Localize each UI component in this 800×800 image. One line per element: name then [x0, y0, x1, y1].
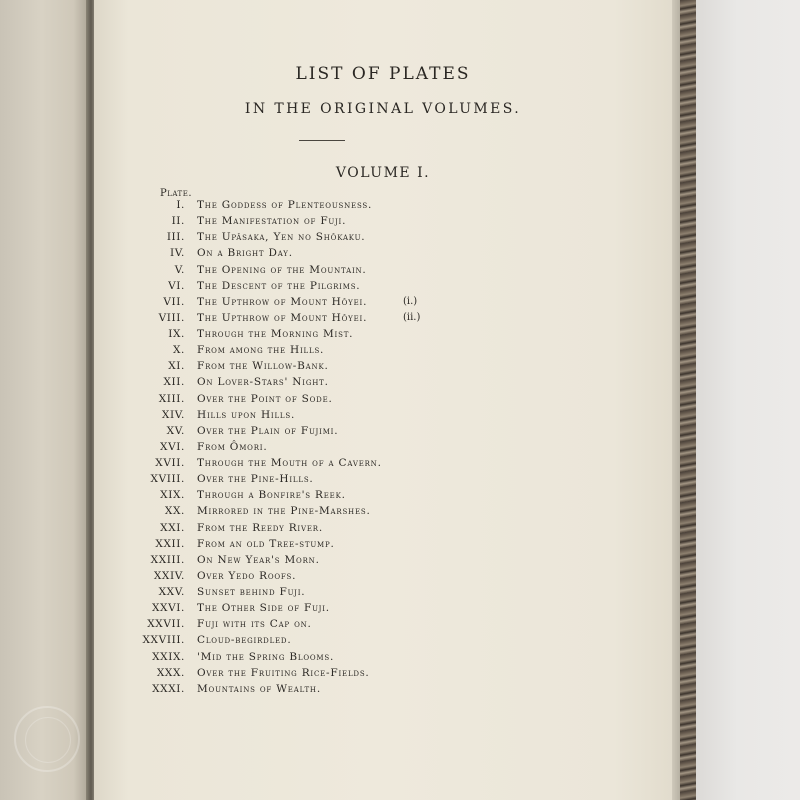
- plate-number: VIII.: [158, 311, 185, 324]
- plate-number: XXVI.: [151, 602, 185, 615]
- plate-row: [94, 262, 672, 278]
- page-subtitle: IN THE ORIGINAL VOLUMES.: [244, 101, 522, 117]
- plate-row: [94, 536, 672, 552]
- plate-number: XXIV.: [153, 569, 185, 582]
- plate-number: XVI.: [160, 440, 185, 453]
- plate-title: The Upthrow of Mount Hôyei.: [197, 311, 368, 324]
- plate-row: [94, 552, 672, 568]
- plate-title: From among the Hills.: [197, 344, 325, 357]
- volume-heading: VOLUME I.: [335, 165, 431, 181]
- plate-title: Over the Pine-Hills.: [197, 473, 314, 486]
- plate-number: VI.: [168, 279, 185, 292]
- plate-part-suffix: (i.): [403, 295, 418, 307]
- plate-title: The Goddess of Plenteousness.: [197, 199, 373, 211]
- plate-title: The Upthrow of Mount Hôyei.: [197, 295, 368, 308]
- plate-title: Over the Point of Sode.: [197, 392, 333, 405]
- plate-row: [94, 374, 672, 390]
- plate-number: XXIX.: [152, 650, 185, 663]
- plate-number: XXV.: [158, 586, 185, 598]
- plate-row: [94, 503, 672, 519]
- plate-number: II.: [171, 215, 185, 228]
- plate-number: I.: [176, 199, 185, 211]
- plate-number: III.: [166, 231, 185, 244]
- plate-title: Over the Plain of Fujimi.: [197, 424, 339, 437]
- plate-row: [94, 487, 672, 503]
- plate-title: From Ômori.: [197, 440, 268, 453]
- plate-row: [94, 358, 672, 374]
- plate-row: [94, 616, 672, 632]
- plate-row: [94, 391, 672, 407]
- plate-row: [94, 213, 672, 229]
- plate-number: XXVII.: [147, 618, 185, 631]
- plate-title: From the Willow-Bank.: [197, 360, 329, 373]
- title-divider: [299, 140, 345, 141]
- plate-row: [94, 407, 672, 423]
- plate-row: [94, 649, 672, 665]
- plate-number: XVII.: [155, 457, 185, 469]
- plate-row: [94, 229, 672, 245]
- page-edge: [672, 0, 680, 800]
- plate-title: From an old Tree-stump.: [197, 537, 335, 550]
- plate-number: VII.: [163, 295, 185, 308]
- plate-title: Over the Fruiting Rice-Fields.: [197, 666, 370, 679]
- plate-title: The Other Side of Fuji.: [197, 602, 330, 615]
- plate-title: From the Reedy River.: [197, 521, 323, 534]
- plate-row: [94, 600, 672, 616]
- plate-title: Through a Bonfire's Reek.: [197, 489, 346, 502]
- page-title: LIST OF PLATES: [295, 64, 471, 84]
- plate-title: Through the Morning Mist.: [197, 328, 354, 340]
- plate-title: On New Year's Morn.: [197, 553, 320, 566]
- right-page: [94, 0, 672, 800]
- plate-row: [94, 455, 672, 471]
- plate-row: [94, 439, 672, 455]
- plate-row: [94, 342, 672, 358]
- plate-title: The Descent of the Pilgrims.: [197, 279, 361, 292]
- plate-title: Mirrored in the Pine-Marshes.: [197, 505, 371, 518]
- plate-row: [94, 681, 672, 697]
- plate-title: On Lover-Stars' Night.: [197, 376, 329, 389]
- seal-ring: [25, 717, 71, 763]
- plate-number: XIV.: [161, 408, 185, 421]
- plate-part-suffix: (ii.): [403, 311, 421, 323]
- plate-number: XV.: [166, 424, 185, 437]
- plate-title: The Manifestation of Fuji.: [197, 215, 347, 228]
- plate-row: [94, 568, 672, 584]
- plate-number: XII.: [163, 376, 185, 389]
- plate-row: [94, 294, 672, 310]
- background-surface: [696, 0, 800, 800]
- plate-row: [94, 520, 672, 536]
- plate-number: XXIII.: [150, 553, 185, 566]
- plate-row: [94, 584, 672, 600]
- marbled-cover: [680, 0, 696, 800]
- plate-list: [94, 197, 672, 697]
- plate-number: XXII.: [155, 537, 185, 550]
- plate-number: IX.: [168, 328, 185, 340]
- seal-watermark-icon: [14, 706, 80, 772]
- plate-row: [94, 471, 672, 487]
- left-page: [0, 0, 92, 800]
- plate-title: The Upâsaka, Yen no Shôkaku.: [197, 231, 366, 244]
- plate-column-label: Plate.: [160, 188, 193, 199]
- plate-title: The Opening of the Mountain.: [197, 263, 367, 276]
- plate-row: [94, 197, 672, 213]
- plate-number: XIII.: [158, 392, 185, 405]
- plate-number: XXVIII.: [142, 634, 185, 647]
- plate-row: [94, 310, 672, 326]
- plate-number: XXI.: [160, 521, 185, 534]
- plate-title: Sunset behind Fuji.: [197, 586, 306, 598]
- plate-number: XI.: [168, 360, 185, 373]
- plate-row: [94, 245, 672, 261]
- plate-number: X.: [172, 344, 185, 357]
- plate-row: [94, 423, 672, 439]
- plate-title: 'Mid the Spring Blooms.: [197, 650, 335, 663]
- plate-number: XVIII.: [150, 473, 185, 486]
- plate-number: V.: [174, 263, 185, 276]
- plate-title: On a Bright Day.: [197, 247, 293, 260]
- plate-number: XX.: [164, 505, 185, 518]
- plate-row: [94, 665, 672, 681]
- plate-title: Through the Mouth of a Cavern.: [197, 457, 382, 469]
- plate-number: XXX.: [156, 666, 185, 679]
- plate-title: Cloud-begirdled.: [197, 634, 292, 647]
- plate-number: IV.: [169, 247, 185, 260]
- plate-row: [94, 326, 672, 342]
- plate-number: XXXI.: [152, 682, 185, 695]
- plate-row: [94, 278, 672, 294]
- plate-title: Over Yedo Roofs.: [197, 569, 297, 582]
- plate-title: Fuji with its Cap on.: [197, 618, 312, 631]
- plate-title: Mountains of Wealth.: [197, 682, 321, 695]
- plate-title: Hills upon Hills.: [197, 408, 296, 421]
- plate-row: [94, 632, 672, 648]
- plate-number: XIX.: [160, 489, 185, 502]
